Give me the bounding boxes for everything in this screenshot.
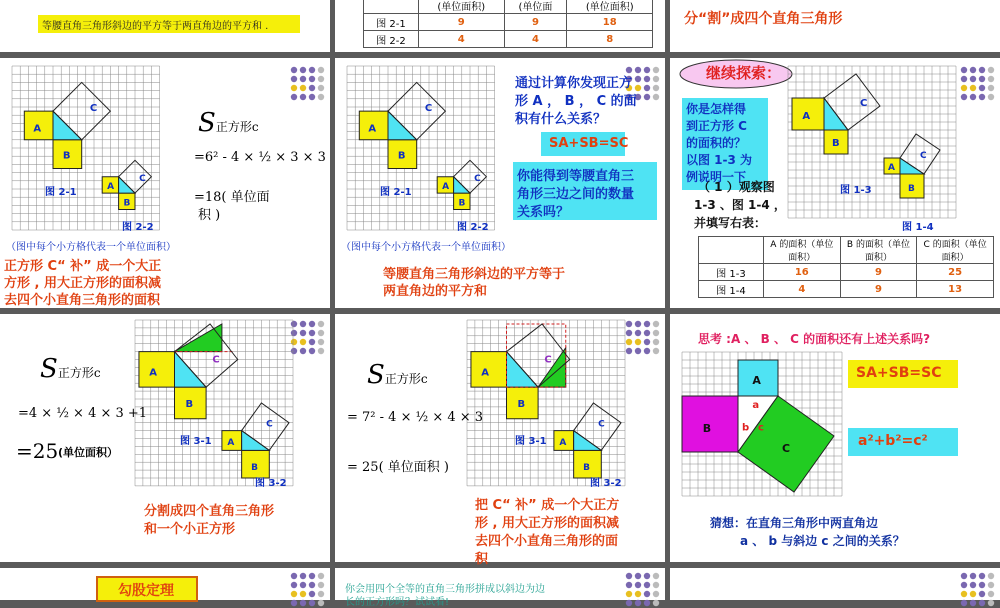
grid-figure-2-1 (12, 66, 162, 236)
dot (309, 591, 315, 597)
dot (309, 76, 315, 82)
label-c-small: c (758, 422, 764, 434)
formula-line-2: =18( 单位面 (194, 190, 270, 205)
dot (961, 573, 967, 579)
dot (318, 85, 324, 91)
title-box (96, 576, 198, 602)
dot (653, 85, 659, 91)
question-2-line-3: 关系吗？ (517, 205, 570, 220)
slide-bottom-mid[interactable] (335, 568, 665, 608)
formula-text: SA+SB=SC (549, 136, 629, 151)
dot (635, 348, 641, 354)
cell: 9 (504, 14, 567, 31)
dot (626, 573, 632, 579)
q-line: 以图 1-3 为 (686, 153, 753, 167)
dot (635, 330, 641, 336)
q-line: 到正方形 C (686, 119, 747, 133)
slide-6[interactable] (670, 314, 1000, 562)
slide-1[interactable] (0, 58, 330, 308)
dot (653, 321, 659, 327)
dot (653, 94, 659, 100)
desc-line-1: 分割成四个直角三角形 (144, 504, 275, 519)
question-box (682, 98, 768, 190)
cell: 9 (840, 264, 917, 281)
label-a: A (481, 367, 489, 379)
dot (644, 339, 650, 345)
fig-label-1-4: 图 1-4 (902, 222, 934, 233)
grid-figure-3-1 (135, 320, 295, 490)
dot (309, 348, 315, 354)
row-label: 图 2-1 (364, 14, 419, 31)
dot (970, 67, 976, 73)
dots-icon (960, 66, 996, 102)
fig-label-3-2: 图 3-2 (590, 478, 622, 489)
row-label: 图 1-4 (699, 281, 764, 298)
dot (300, 85, 306, 91)
desc-line-2: 方形 , 用大正方形的面积减 (4, 276, 161, 291)
label-b-small: B (583, 463, 591, 474)
dot (988, 76, 994, 82)
dot (653, 339, 659, 345)
fig-label-3-2: 图 3-2 (255, 478, 287, 489)
desc-line-3: 去四个小直角三角形的面积 (4, 293, 161, 308)
label-b-small: B (908, 183, 915, 194)
split-text: 分“割”成四个直角三角形 (684, 11, 843, 27)
dot (318, 76, 324, 82)
dot (644, 321, 650, 327)
formula-line-1: = 7² - 4 × ½ × 4 × 3 (347, 410, 484, 425)
dot (988, 573, 994, 579)
dot (988, 85, 994, 91)
label-b: B (397, 150, 406, 162)
dot (300, 600, 306, 606)
dot (318, 339, 324, 345)
banner-box (38, 15, 300, 33)
th (699, 237, 764, 264)
dot (318, 582, 324, 588)
label-a-small: a (752, 400, 760, 411)
label-a-small: A (107, 182, 115, 192)
label-c: C (782, 442, 791, 455)
cell: 13 (917, 281, 994, 298)
label-b: B (62, 150, 71, 162)
fig-label-1-3: 图 1-3 (840, 185, 872, 196)
area-formula (40, 354, 101, 384)
dot (970, 600, 976, 606)
dot (309, 573, 315, 579)
dots-icon (290, 320, 326, 356)
dot (291, 582, 297, 588)
dot (318, 330, 324, 336)
desc-line-4: 积 (475, 552, 489, 567)
dot (644, 67, 650, 73)
dot (318, 321, 324, 327)
dot (979, 76, 985, 82)
slide-top-left[interactable] (0, 0, 330, 52)
dot (988, 591, 994, 597)
dot (291, 67, 297, 73)
dot (988, 67, 994, 73)
dots-icon (625, 572, 661, 608)
dot (635, 339, 641, 345)
dot (644, 94, 650, 100)
cell: 9 (840, 281, 917, 298)
formula-unit: (单位面积） (58, 446, 119, 459)
question-box (513, 162, 657, 220)
dot (988, 582, 994, 588)
s-subscript: 正方形c (57, 366, 101, 380)
dot (291, 85, 297, 91)
dot (979, 600, 985, 606)
dot (635, 573, 641, 579)
dot (309, 339, 315, 345)
label-b-small: b (742, 422, 750, 434)
dot (644, 573, 650, 579)
hdr-c: (单位面积) (567, 0, 653, 14)
dot (300, 321, 306, 327)
dot (300, 330, 306, 336)
dot (979, 573, 985, 579)
label-b-small: B (123, 198, 131, 209)
dot (300, 339, 306, 345)
s-subscript: 正方形c (384, 372, 428, 386)
label-b: B (832, 138, 840, 149)
row-label: 图 2-2 (364, 31, 419, 48)
s-symbol: S (367, 360, 385, 390)
label-b: B (517, 398, 526, 410)
slide-bottom-right[interactable] (670, 568, 1000, 600)
dot (979, 582, 985, 588)
question-1-line-3: 积有什么关系？ (515, 112, 607, 127)
slide-5[interactable] (335, 314, 665, 567)
dots-icon (290, 572, 326, 608)
label-c: C (860, 98, 868, 109)
desc-line-1: 正方形 C“ 补” 成一个大正 (4, 259, 162, 274)
dot (626, 600, 632, 606)
cell: 4 (419, 31, 505, 48)
cell: 4 (764, 281, 841, 298)
grid-caption: （图中每个小方格代表一个单位面积） (6, 242, 176, 253)
formula-1: SA+SB=SC (856, 365, 942, 381)
slide-bottom-left[interactable] (0, 568, 330, 600)
dot (653, 582, 659, 588)
dot (635, 591, 641, 597)
dot (300, 94, 306, 100)
dot (653, 76, 659, 82)
dot (300, 76, 306, 82)
dot (291, 76, 297, 82)
cell: 4 (504, 31, 567, 48)
dot (653, 67, 659, 73)
dot (318, 348, 324, 354)
banner-text: 等腰直角三角形斜边的平方等于两直角边的平方和 . (42, 21, 269, 32)
formula-2: a²+b²=c² (858, 433, 928, 449)
q-line: 的面积的？ (686, 136, 747, 150)
label-a-small: A (559, 437, 567, 448)
dot (309, 94, 315, 100)
top-area-table (363, 0, 653, 48)
dot (644, 582, 650, 588)
dot (970, 76, 976, 82)
dot (644, 591, 650, 597)
label-b: B (702, 422, 712, 435)
dot (644, 330, 650, 336)
hdr-a: (单位面积) (419, 0, 505, 14)
dot (635, 582, 641, 588)
fig-label-3-1: 图 3-1 (515, 436, 547, 447)
dot (970, 94, 976, 100)
dot (318, 591, 324, 597)
dot (635, 321, 641, 327)
dots-icon (625, 320, 661, 356)
dot (626, 582, 632, 588)
area-formula (367, 360, 428, 390)
question-1-line-2: 形 A ， B ， C 的面 (515, 94, 637, 109)
question-2-line-1: 你能得到等腰直角三 (517, 169, 635, 184)
dot (979, 85, 985, 91)
fig-label-2-2: 图 2-2 (457, 222, 489, 233)
area-formula (198, 108, 259, 138)
label-c: C (424, 103, 433, 115)
dot (318, 94, 324, 100)
desc-line-3: 去四个小直角三角形的面 (475, 534, 619, 549)
dots-icon (960, 572, 996, 608)
question-2-line-2: 角形三边之间的数量 (517, 187, 635, 202)
th: C 的面积（单位面积） (917, 237, 994, 264)
label-a-small: A (442, 182, 450, 192)
dot (300, 591, 306, 597)
dot (970, 591, 976, 597)
dot (291, 94, 297, 100)
theorem-title: 勾股定理 (118, 583, 174, 599)
q-line: 例说明一下 (686, 170, 747, 184)
desc-line-2: 和一个小正方形 (144, 522, 236, 537)
conclusion-line-1: 等腰直角三角形斜边的平方等于 (383, 267, 566, 282)
dot (635, 76, 641, 82)
label-a: A (752, 374, 761, 387)
dot (291, 600, 297, 606)
s-subscript: 正方形c (215, 120, 259, 134)
dots-icon (290, 66, 326, 102)
dot (635, 600, 641, 606)
instr-line-3: 并填写右表： (694, 216, 767, 230)
cell: 18 (567, 14, 653, 31)
dot (653, 591, 659, 597)
instr-line-2: 1-3 、图 1-4 ， (694, 198, 786, 212)
slide-2[interactable] (335, 58, 665, 308)
label-a-small: A (227, 437, 235, 448)
cell: 25 (917, 264, 994, 281)
dot (644, 348, 650, 354)
label-a-small: A (888, 163, 895, 173)
grid-figure-1-3 (788, 66, 963, 226)
dot (644, 600, 650, 606)
conclusion-line-2: 两直角边的平方和 (383, 284, 488, 299)
dot (309, 67, 315, 73)
formula-box-1 (848, 360, 958, 388)
dot (300, 67, 306, 73)
dot (644, 76, 650, 82)
s-symbol: S (198, 108, 216, 138)
grid-figure-abc (682, 352, 852, 502)
grid-figure-3-1 (467, 320, 627, 490)
dot (653, 573, 659, 579)
dot (300, 573, 306, 579)
label-a: A (149, 367, 157, 379)
bubble-title: 继续探索： (706, 64, 782, 82)
label-a: A (33, 123, 42, 135)
label-c: C (544, 354, 552, 366)
label-c-small: C (266, 419, 273, 430)
dot (653, 330, 659, 336)
fig-label-2-1: 图 2-1 (45, 187, 77, 198)
fig-label-3-1: 图 3-1 (180, 436, 212, 447)
desc-line-2: 形 , 用大正方形的面积减 (475, 516, 619, 531)
dot (318, 600, 324, 606)
cell: 8 (567, 31, 653, 48)
dot (309, 600, 315, 606)
formula-box-2 (848, 428, 958, 456)
dot (309, 330, 315, 336)
grid-figure-2-1 (347, 66, 497, 236)
area-table (698, 236, 994, 298)
label-c-small: C (920, 151, 927, 161)
dot (961, 600, 967, 606)
dot (635, 67, 641, 73)
dot (626, 591, 632, 597)
label-c: C (89, 103, 98, 115)
label-a: A (368, 123, 377, 135)
dot (970, 85, 976, 91)
dot (300, 348, 306, 354)
question-text: 你会用四个全等的直角三角形拼成以斜边为边 (345, 584, 545, 595)
formula-line-1: =4 × ½ × 4 × 3 +1 (18, 406, 148, 421)
slide-4[interactable] (0, 314, 330, 562)
cell: 16 (764, 264, 841, 281)
label-a: A (802, 110, 811, 122)
row-label: 图 1-3 (699, 264, 764, 281)
guess-line-2: a 、 b 与斜边 c 之间的关系？ (740, 534, 905, 548)
dot (653, 600, 659, 606)
dot (979, 591, 985, 597)
dot (644, 85, 650, 91)
th: A 的面积（单位面积） (764, 237, 841, 264)
grid-caption: （图中每个小方格代表一个单位面积） (341, 242, 511, 253)
label-b-small: B (251, 463, 259, 474)
formula-line-1: =6² - 4 × ½ × 3 × 3 (194, 150, 326, 165)
cell: 9 (419, 14, 505, 31)
dot (961, 591, 967, 597)
dot (309, 85, 315, 91)
slide-top-mid[interactable] (335, 0, 665, 52)
dot (988, 94, 994, 100)
hdr-b: (单位面 (504, 0, 567, 14)
dot (318, 67, 324, 73)
dot (309, 321, 315, 327)
dot (979, 67, 985, 73)
dot (988, 600, 994, 606)
fig-label-2-2: 图 2-2 (122, 222, 154, 233)
dot (653, 348, 659, 354)
q-line: 你是怎样得 (686, 102, 747, 116)
dot (309, 582, 315, 588)
label-b-small: B (458, 198, 466, 209)
dot (979, 94, 985, 100)
formula-line-2: =25 (16, 439, 59, 463)
label-c-small: C (139, 173, 146, 184)
dot (318, 573, 324, 579)
label-c-small: C (598, 419, 605, 430)
formula-box (541, 132, 629, 156)
think-text: 思考 :A 、 B 、 C 的面积还有上述关系吗? (698, 332, 931, 346)
question-1-line-1: 通过计算你发现正方 (515, 76, 633, 91)
dot (970, 582, 976, 588)
dot (291, 591, 297, 597)
label-c: C (212, 354, 220, 366)
formula-line-2: = 25( 单位面积 ) (347, 460, 449, 475)
fig-label-2-1: 图 2-1 (380, 187, 412, 198)
dot (970, 573, 976, 579)
s-symbol: S (40, 354, 58, 384)
slide-top-right[interactable] (670, 0, 1000, 52)
slide-3[interactable] (670, 58, 1000, 308)
label-b: B (185, 398, 194, 410)
dot (961, 582, 967, 588)
question-text-2: 长的正方形吗？试试看! (345, 597, 450, 608)
formula-line-3: 积 ) (198, 208, 221, 223)
dot (291, 573, 297, 579)
guess-line-1: 猜想：在直角三角形中两直角边 (710, 516, 879, 530)
th: B 的面积（单位面积） (840, 237, 917, 264)
instr-line-1: （ 1 ）观察图 (698, 180, 775, 194)
dot (300, 582, 306, 588)
desc-line-1: 把 C“ 补” 成一个大正方 (475, 498, 620, 513)
label-c-small: C (474, 173, 481, 184)
